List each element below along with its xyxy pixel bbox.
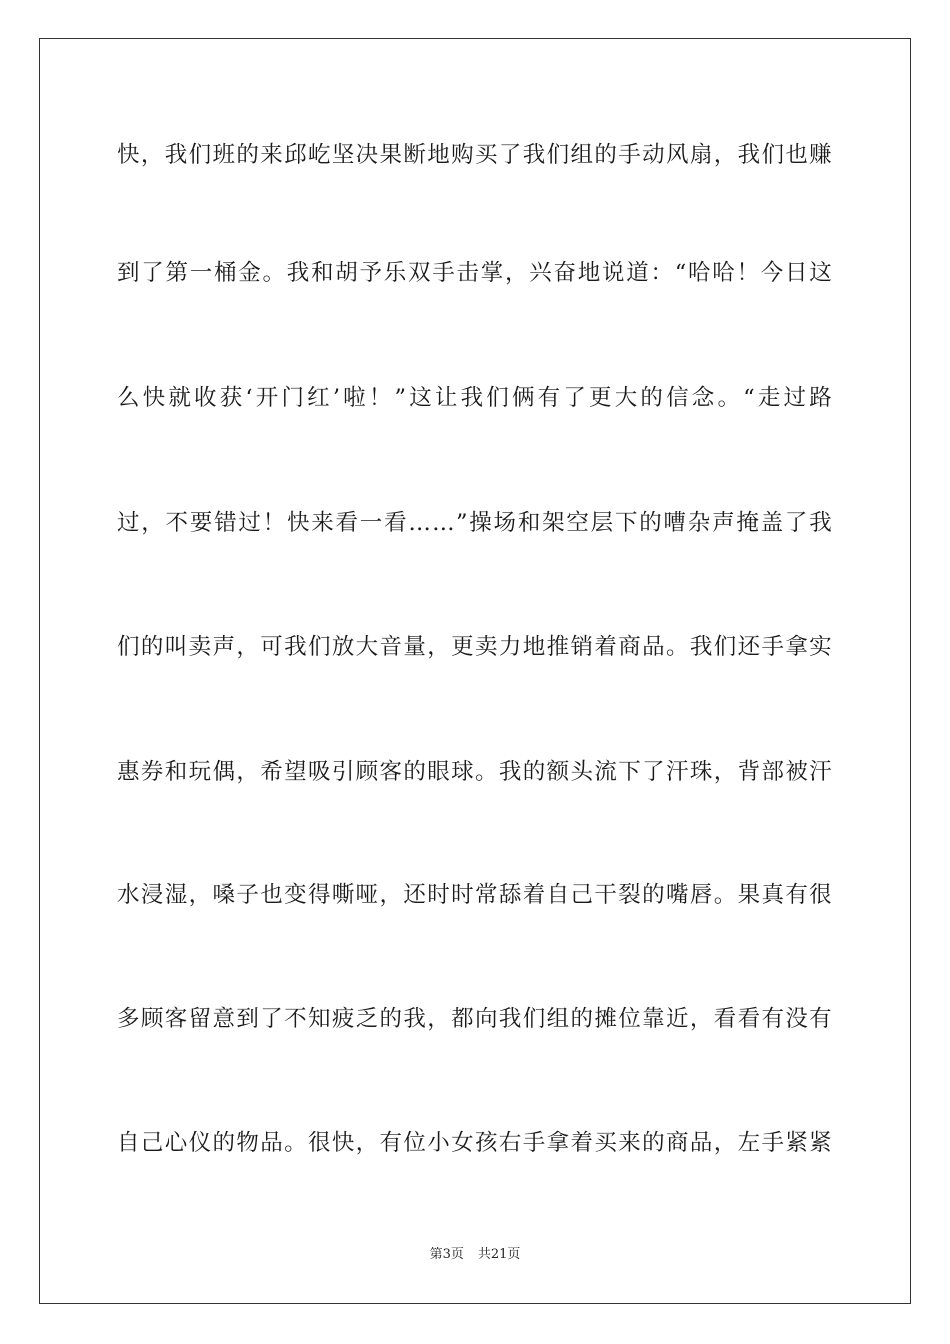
text-line: 们的叫卖声，可我们放大音量，更卖力地推销着商品。我们还手拿实 bbox=[117, 634, 833, 660]
text-line: 惠券和玩偶，希望吸引顾客的眼球。我的额头流下了汗珠，背部被汗 bbox=[117, 759, 833, 785]
text-line: 过，不要错过！快来看一看……”操场和架空层下的嘈杂声掩盖了我 bbox=[117, 510, 833, 536]
text-line: 到了第一桶金。我和胡予乐双手击掌，兴奋地说道：“哈哈！今日这 bbox=[117, 260, 833, 286]
text-line: 自己心仪的物品。很快，有位小女孩右手拿着买来的商品，左手紧紧 bbox=[117, 1130, 833, 1156]
current-page-number: 第3页 bbox=[429, 1247, 464, 1262]
text-line: 水浸湿，嗓子也变得嘶哑，还时时常舔着自己干裂的嘴唇。果真有很 bbox=[117, 882, 833, 908]
text-line: 么快就收获‘开门红’啦！”这让我们俩有了更大的信念。“走过路 bbox=[117, 385, 833, 411]
text-line: 多顾客留意到了不知疲乏的我，都向我们组的摊位靠近，看看有没有 bbox=[117, 1006, 833, 1032]
total-pages: 共21页 bbox=[477, 1247, 521, 1262]
page-footer bbox=[0, 1246, 950, 1264]
text-line: 快，我们班的来邱屹坚决果断地购买了我们组的手动风扇，我们也赚 bbox=[117, 142, 833, 168]
page-border bbox=[39, 38, 911, 1304]
